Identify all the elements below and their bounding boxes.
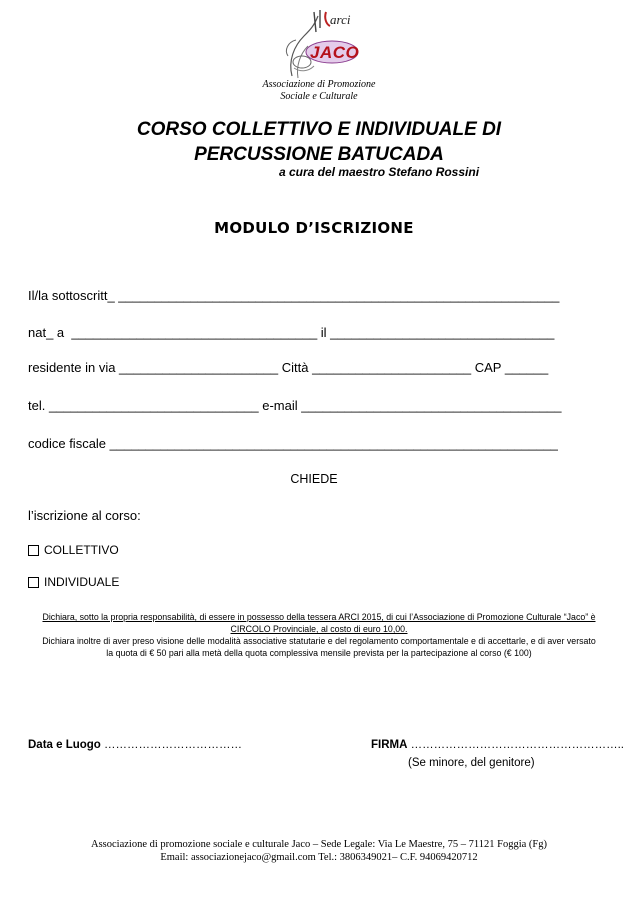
declaration-line-1: Dichiara, sotto la propria responsabilità, di essere in possesso della tessera ARCI 2015, di cui l’Associazione di Promozione Culturale “Jaco” è — [42, 612, 596, 622]
logo-arci-text: arci — [330, 12, 351, 27]
collettivo-checkbox[interactable] — [28, 545, 39, 556]
course-title-line-1: CORSO COLLETTIVO E INDIVIDUALE DI — [136, 119, 502, 140]
jaco-logo — [274, 6, 366, 82]
footer-line-1: Associazione di promozione sociale e culturale Jaco – Sede Legale: Via Le Maestre, 75 – 71121 Foggia (Fg) — [91, 839, 547, 850]
chiede-label: CHIEDE — [290, 472, 338, 486]
option-individuale[interactable] — [28, 575, 119, 589]
signature-note: (Se minore, del genitore) — [408, 757, 535, 769]
address-line[interactable]: residente in via ______________________ Città ______________________ CAP ______ — [28, 360, 549, 375]
footer — [40, 838, 598, 864]
individuale-label: INDIVIDUALE — [44, 575, 120, 589]
option-collettivo[interactable] — [28, 543, 119, 557]
birth-line[interactable]: nat_ a __________________________________ il _______________________________ — [28, 325, 555, 340]
contact-line[interactable]: tel. _____________________________ e-mail ____________________________________ — [28, 398, 562, 413]
declaration-line-4: la quota di € 50 pari alla metà della quota complessiva mensile prevista per la partecipazione al corso (€ 100) — [106, 648, 532, 658]
date-place-field[interactable] — [28, 739, 242, 751]
name-line[interactable]: Il/la sottoscritt_ _____________________________________________________________ — [28, 288, 560, 303]
individuale-checkbox[interactable] — [28, 577, 39, 588]
collettivo-label: COLLETTIVO — [44, 543, 119, 557]
form-title: MODULO D’ISCRIZIONE — [214, 219, 414, 237]
iscrizione-label: l’iscrizione al corso: — [28, 508, 141, 523]
course-title — [60, 117, 578, 167]
declaration-line-3: Dichiara inoltre di aver preso visione delle modalità associative statutarie e del regolamento comportamentale e di accettarle, e di aver versato — [42, 636, 596, 646]
footer-line-2: Email: associazionejaco@gmail.com Tel.: 3806349021– C.F. 94069420712 — [160, 852, 478, 863]
date-place-label: Data e Luogo — [28, 739, 101, 751]
tax-code-line[interactable]: codice fiscale ______________________________________________________________ — [28, 436, 558, 451]
association-line-1: Associazione di Promozione — [262, 79, 376, 90]
association-label — [200, 79, 438, 103]
declaration — [20, 611, 618, 659]
signature-label: FIRMA — [371, 739, 408, 751]
date-place-dots: ……………………………… — [100, 739, 243, 751]
declaration-line-2: CIRCOLO Provinciale, al costo di euro 10,00. — [230, 624, 408, 634]
course-subtitle: a cura del maestro Stefano Rossini — [278, 165, 480, 179]
course-title-line-2: PERCUSSIONE BATUCADA — [194, 144, 444, 165]
association-line-2: Sociale e Culturale — [280, 91, 358, 102]
logo-jaco-text: JACO — [310, 43, 360, 62]
signature-field[interactable] — [371, 739, 624, 751]
signature-dots: ……………………………………………….. — [407, 739, 625, 751]
